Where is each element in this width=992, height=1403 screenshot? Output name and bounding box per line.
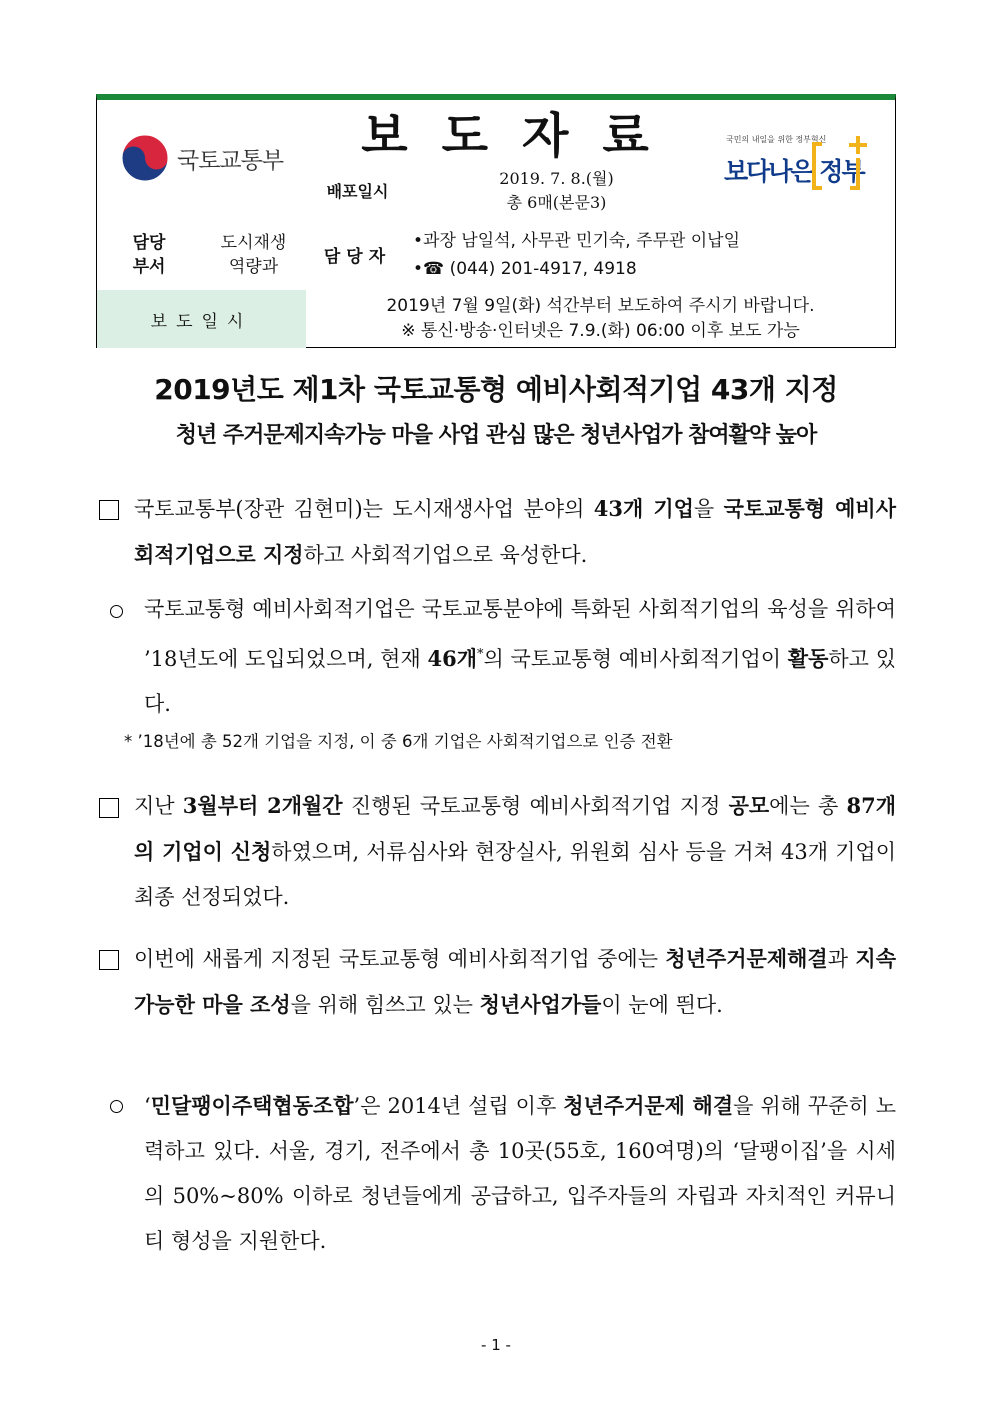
p3-sub-text-b: 민달팽이주택협동조합 (150, 1093, 354, 1118)
p3-text-c: 과 (827, 947, 856, 971)
department-value-line2: 역량과 (228, 256, 279, 277)
p1-sub-text-b: 46개 (427, 646, 478, 671)
page-subtitle: 청년 주거문제지속가능 마을 사업 관심 많은 청년사업가 참여활약 높아 (175, 423, 817, 448)
p2-text-b: 3월부터 2개월간 (182, 793, 343, 818)
p3-text-b: 청년주거문제해결 (665, 946, 828, 971)
p2-text-g: 하였으며, 서류심사와 현장실사, 위원회 심사 등을 거쳐 43개 기업이 최종 선정되었다. (134, 840, 896, 909)
paragraph-1-sub (144, 587, 896, 727)
gov-bracket-plus-icon (812, 130, 882, 196)
p3-text-f: 청년사업가들 (479, 992, 602, 1017)
distribution-value (409, 162, 704, 219)
p2-text-e: 에는 총 (769, 794, 847, 818)
page-number: - 1 - (481, 1336, 511, 1354)
release-label: 보도일시 (97, 290, 306, 348)
paragraph-2 (134, 783, 896, 920)
p1-text-e: 하고 사회적기업으로 육성한다. (303, 543, 588, 567)
ministry-name: 국토교통부 (177, 148, 284, 174)
department-value-line1: 도시재생 (220, 232, 287, 253)
press-release-header (96, 94, 896, 348)
p3-text-a: 이번에 새롭게 지정된 국토교통형 예비사회적기업 중에는 (134, 947, 666, 971)
p1-sub-text-a: 국토교통형 예비사회적기업은 국토교통분야에 특화된 사회적기업의 육성을 위하여 ’18년도에 도입되었으며, 현재 (144, 597, 896, 671)
gov-slogan-main: 보다나은 정부 (724, 157, 864, 186)
p1-text-a: 국토교통부(장관 김현미)는 도시재생사업 분야의 (134, 497, 594, 521)
circle-bullet-icon (110, 605, 123, 618)
p3-sub-text-c: ’은 2014년 설립 이후 (353, 1094, 564, 1118)
manager-label: 담당자 (323, 247, 392, 267)
release-line2: ※ 통신·방송·인터넷은 7.9.(화) 06:00 이후 보도 가능 (401, 321, 800, 341)
manager-phone: •☎ (044) 201-4917, 4918 (413, 259, 637, 279)
p3-text-e: 을 위해 힘쓰고 있는 (290, 993, 480, 1017)
distribution-date: 2019. 7. 8.(월) (499, 168, 614, 188)
distribution-pages: 총 6매(본문3) (506, 192, 607, 212)
page-title: 2019년도 제1차 국토교통형 예비사회적기업 43개 지정 (154, 373, 838, 406)
paragraph-3-sub (144, 1083, 896, 1264)
p3-sub-text-a: ‘ (144, 1094, 151, 1118)
p1-sub-text-e: 활동 (787, 646, 829, 671)
p3-sub-text-e: 을 위해 꾸준히 노력하고 있다. 서울, 경기, 전주에서 총 10곳(55호, 160여명)의 ‘달팽이집’을 시세의 50%~80% 이하로 청년들에게 공급하고, 입주자들의 자립과 자치적인 커뮤니티 형성을 지원한다. (144, 1094, 896, 1253)
footnote: * ’18년에 총 52개 기업을 지정, 이 중 6개 기업은 사회적기업으로 인증 전환 (124, 732, 673, 751)
checkbox-bullet-icon (99, 950, 119, 970)
department-label (97, 219, 201, 290)
paragraph-3 (134, 936, 896, 1028)
checkbox-bullet-icon (99, 500, 119, 520)
release-value (306, 290, 895, 348)
paragraph-1 (134, 486, 896, 578)
department-value (201, 219, 306, 290)
circle-bullet-icon (110, 1100, 123, 1113)
p1-sub-text-f: 하고 있다. (144, 647, 896, 716)
distribution-label: 배포일시 (326, 182, 389, 201)
gov-slogan-logo (704, 100, 895, 219)
manager-names: •과장 남일석, 사무관 민기숙, 주무관 이납일 (413, 231, 741, 251)
department-label-line2: 부서 (132, 256, 166, 277)
p1-text-b: 43개 기업 (593, 496, 694, 521)
ministry-emblem-icon (121, 134, 169, 182)
p2-text-c: 진행된 국토교통형 예비사회적기업 지정 (342, 794, 729, 818)
p2-text-d: 공모 (728, 793, 770, 818)
p3-sub-text-d: 청년주거문제 해결 (563, 1093, 734, 1118)
manager-value (409, 219, 895, 290)
p3-text-g: 이 눈에 띈다. (601, 993, 723, 1017)
release-line1: 2019년 7월 9일(화) 석간부터 보도하여 주시기 바랍니다. (386, 296, 815, 316)
doc-title-cell (306, 100, 704, 162)
p1-text-c: 을 (693, 497, 724, 521)
ministry-logo-cell (97, 100, 306, 219)
p2-text-a: 지난 (134, 794, 183, 818)
checkbox-bullet-icon (99, 798, 119, 818)
gov-slogan-small: 국민의 내일을 위한 정부혁신 (726, 135, 827, 144)
doc-title: 보도자료 (361, 107, 683, 164)
p1-sub-text-d: 의 국토교통형 예비사회적기업이 (483, 647, 788, 671)
p3-text-d: 지속가능한 마을 조성 (134, 946, 896, 1017)
footnote-marker: * (477, 647, 484, 662)
p1-text-d: 국토교통형 예비사회적기업으로 지정 (134, 496, 896, 567)
department-label-line1: 담당 (132, 232, 166, 253)
p2-text-f: 87개의 기업이 신청 (134, 793, 896, 864)
